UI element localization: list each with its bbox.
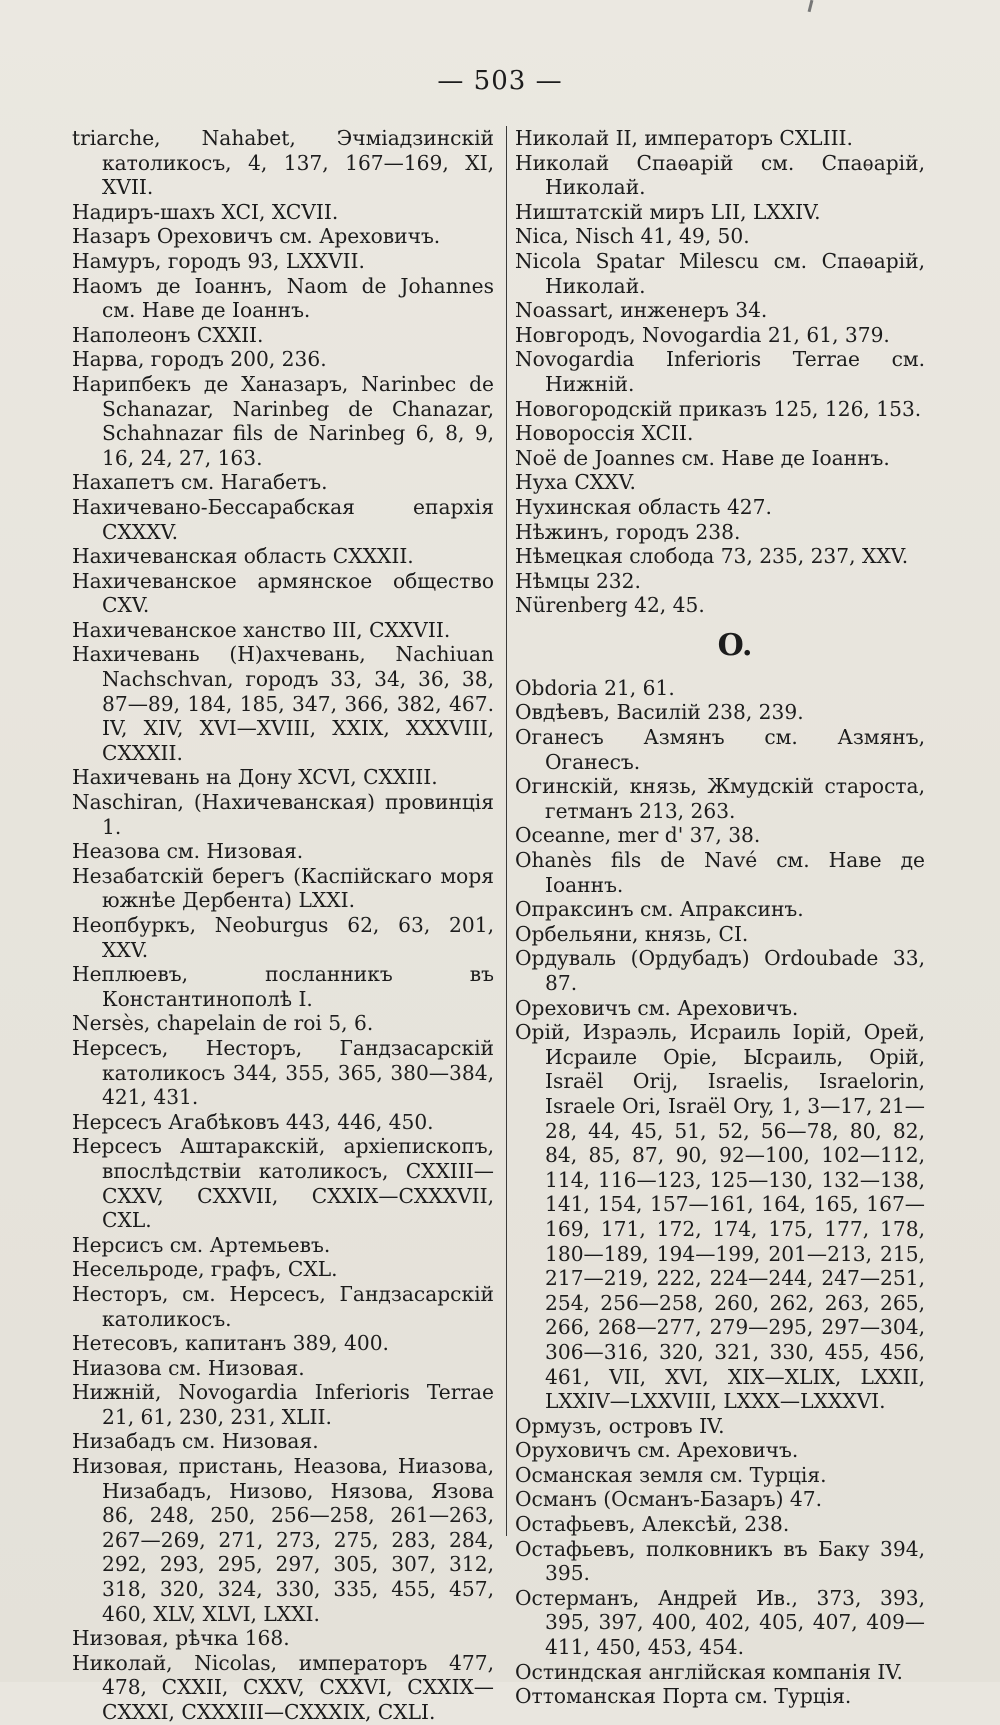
index-entry: Орбельяни, князь, CI.	[515, 921, 749, 946]
index-entry: Нахичеванская область CXXXII.	[72, 544, 414, 569]
index-entry: Оттоманская Порта см. Турція.	[515, 1684, 852, 1709]
index-entry: Новороссія XCII.	[515, 421, 694, 446]
index-entry: Николай, Nicolas, императоръ 477, 478, CXXII, CXXV, CXXVI, CXXIX—CXXXI, CXXXIII—CXXXIX, CXLI.	[72, 1650, 494, 1724]
index-entry: Николай Спаѳарій см. Спаѳарій, Николай.	[515, 150, 925, 200]
index-entry: Остафьевъ, Алексѣй, 238.	[515, 1512, 790, 1537]
index-entry: Наомъ де Іоаннъ, Naom de Johannes см. Наве де Іоаннъ.	[72, 273, 494, 323]
index-entry: Османъ (Османъ-Базаръ) 47.	[515, 1487, 822, 1512]
index-entry: Нѣмецкая слобода 73, 235, 237, XXV.	[515, 544, 909, 569]
index-entry: Низабадъ см. Низовая.	[72, 1429, 319, 1454]
index-entry: Ништатскій миръ LII, LXXIV.	[515, 199, 821, 224]
index-entry: Нѣжинъ, городъ 238.	[515, 519, 741, 544]
index-entry: Ореховичъ см. Ареховичъ.	[515, 995, 799, 1020]
index-entry: Нахичевано-Бессарабская епархія CXXXV.	[72, 494, 494, 544]
index-entry: Неазова см. Низовая.	[72, 839, 304, 864]
index-entry: Нарипбекъ де Ханазаръ, Narinbec de Schanazar, Narinbeg de Chanazar, Schahnazar fils de Narinbeg 6, 8, 9, 16, 24, 27, 163.	[72, 371, 494, 470]
index-column-left	[72, 126, 494, 1725]
index-entry: Надиръ-шахъ XCI, XCVII.	[72, 199, 339, 224]
index-entry: Овдѣевъ, Василій 238, 239.	[515, 700, 804, 725]
index-entry: Наполеонъ CXXII.	[72, 322, 264, 347]
index-entry: Нѣмцы 232.	[515, 568, 641, 593]
index-entry: Нетесовъ, капитанъ 389, 400.	[72, 1331, 389, 1356]
index-entry: Noë de Joannes см. Наве де Іоаннъ.	[515, 445, 890, 470]
index-entry: Noassart, инженеръ 34.	[515, 298, 768, 323]
index-entry: Неопбуркъ, Neoburgus 62, 63, 201, XXV.	[72, 913, 494, 962]
ink-mark	[808, 0, 814, 12]
section-letter: O.	[717, 627, 753, 663]
index-entry: Нуха CXXV.	[515, 470, 636, 495]
index-entry: Nicola Spatar Milescu см. Спаѳарій, Николай.	[515, 248, 925, 298]
index-entry: Несторъ, см. Нерсесъ, Гандзасарскій католикосъ.	[72, 1281, 494, 1331]
index-entry: Naschiran, (Нахичеванская) провинція 1.	[72, 790, 494, 839]
index-entries-o	[515, 676, 925, 1709]
index-entry: Ормузъ, островъ IV.	[515, 1413, 725, 1438]
index-entry: Огинскій, князь, Жмудскій староста, гетманъ 213, 263.	[515, 774, 925, 823]
index-column-right	[515, 126, 925, 1709]
index-entry: triarche, Nahabet, Эчміадзинскій католикосъ, 4, 137, 167—169, XI, XVII.	[72, 126, 494, 200]
index-entry: Нерсесъ Аштаракскій, архіепископъ, впослѣдствіи католикосъ, CXXIII—CXXV, CXXVII, CXXIX—CXXXVII, CXL.	[72, 1134, 494, 1233]
index-entry: Нарва, городъ 200, 236.	[72, 347, 327, 372]
index-entry: Османская земля см. Турція.	[515, 1462, 827, 1487]
index-entry: Нахичевань (Н)ахчевань, Nachiuan Nachschvan, городъ 33, 34, 36, 38, 87—89, 184, 185, 347, 366, 382, 467. IV, XIV, XVI—XVIII, XXIX, XXXVIII, CXXXII.	[72, 642, 494, 765]
index-entry: Nersès, chapelain de roi 5, 6.	[72, 1011, 374, 1036]
index-entry: Незабатскій берегъ (Каспійскаго моря южнѣе Дербента) LXXI.	[72, 863, 494, 913]
index-entry: Новогородскій приказъ 125, 126, 153.	[515, 396, 922, 421]
index-entry: Нахичевань на Дону XCVI, CXXIII.	[72, 765, 438, 790]
index-entry: Нерсесъ, Несторъ, Гандзасарскій католикосъ 344, 355, 365, 380—384, 421, 431.	[72, 1035, 494, 1110]
index-entry: Нерсисъ см. Артемьевъ.	[72, 1232, 331, 1257]
index-entry: Оганесъ Азмянъ см. Азмянъ, Оганесъ.	[515, 725, 925, 774]
column-divider	[506, 126, 507, 1536]
index-entries-n	[515, 126, 925, 618]
index-entry: Новгородъ, Novogardia 21, 61, 379.	[515, 322, 890, 347]
index-entry: Оруховичъ см. Ареховичъ.	[515, 1438, 799, 1463]
index-entry: Obdoria 21, 61.	[515, 675, 675, 700]
index-entry: Остафьевъ, полковникъ въ Баку 394, 395.	[515, 1536, 925, 1586]
index-entry: Нахичеванское армянское общество CXV.	[72, 568, 494, 618]
index-entry: Oceanne, mer d' 37, 38.	[515, 823, 761, 848]
index-entry: Орій, Израэль, Исраиль Іорій, Орей, Исраиле Оріе, Ысраиль, Орій, Israël Orij, Israelis, Israelorin, Israele Ori, Israël Ory, 1, 3—17, 21—28, 44, 45, 51, 52, 56—78, 80, 82, 84, 85, 87, 90, 92—100, 102—112, 114, 116—123, 125—130, 132—138, 141, 154, 157—161, 164, 165, 167—169, 171, 172, 174, 175, 177, 178, 180—189, 194—199, 201—213, 215, 217—219, 222, 224—244, 247—251, 254, 256—258, 260, 262, 263, 265, 266, 268—277, 279—295, 297—304, 306—316, 320, 321, 330, 455, 456, 461, VII, XVI, XIX—XLIX, LXXII, LXXIV—LXXVIII, LXXX—LXXXVI.	[515, 1020, 925, 1414]
index-entry: Назаръ Ореховичъ см. Ареховичъ.	[72, 224, 441, 249]
index-entry: Нахапетъ см. Нагабетъ.	[72, 470, 328, 495]
index-entry: Ниазова см. Низовая.	[72, 1355, 305, 1380]
index-entry: Николай II, императоръ CXLIII.	[515, 126, 853, 150]
index-entry: Остерманъ, Андрей Ив., 373, 393, 395, 397, 400, 402, 405, 407, 409—411, 450, 453, 454.	[515, 1585, 925, 1660]
index-entry: Низовая, рѣчка 168.	[72, 1626, 290, 1651]
index-entry: Опраксинъ см. Апраксинъ.	[515, 897, 804, 922]
index-entry: Несельроде, графъ, CXL.	[72, 1257, 338, 1282]
index-entry: Ордуваль (Ордубадъ) Ordoubade 33, 87.	[515, 946, 925, 995]
index-entry: Novogardia Inferioris Terrae см. Нижній.	[515, 347, 925, 396]
index-entry: Нухинская область 427.	[515, 494, 772, 519]
page-number: — 503 —	[437, 66, 563, 96]
index-entry: Намуръ, городъ 93, LXXVII.	[72, 248, 365, 273]
index-entry: Нижній, Novogardia Inferioris Terrae 21, 61, 230, 231, XLII.	[72, 1380, 494, 1429]
index-entry: Нерсесъ Агабѣковъ 443, 446, 450.	[72, 1109, 434, 1134]
index-entry: Неплюевъ, посланникъ въ Константинополѣ I.	[72, 962, 494, 1011]
index-entry: Низовая, пристань, Неазова, Ниазова, Низабадъ, Низово, Нязова, Язова 86, 248, 250, 256—258, 261—263, 267—269, 271, 273, 275, 283, 284, 292, 293, 295, 297, 305, 307, 312, 318, 320, 324, 330, 335, 455, 457, 460, XLV, XLVI, LXXI.	[72, 1454, 494, 1626]
index-entry: Нахичеванское ханство III, CXXVII.	[72, 617, 451, 642]
index-entry: Остиндская англійская компанія IV.	[515, 1659, 903, 1684]
index-entry: Ohanès fils de Navé см. Наве де Іоаннъ.	[515, 848, 925, 897]
index-entry: Nica, Nisch 41, 49, 50.	[515, 224, 750, 249]
index-entry: Nürenberg 42, 45.	[515, 593, 705, 618]
